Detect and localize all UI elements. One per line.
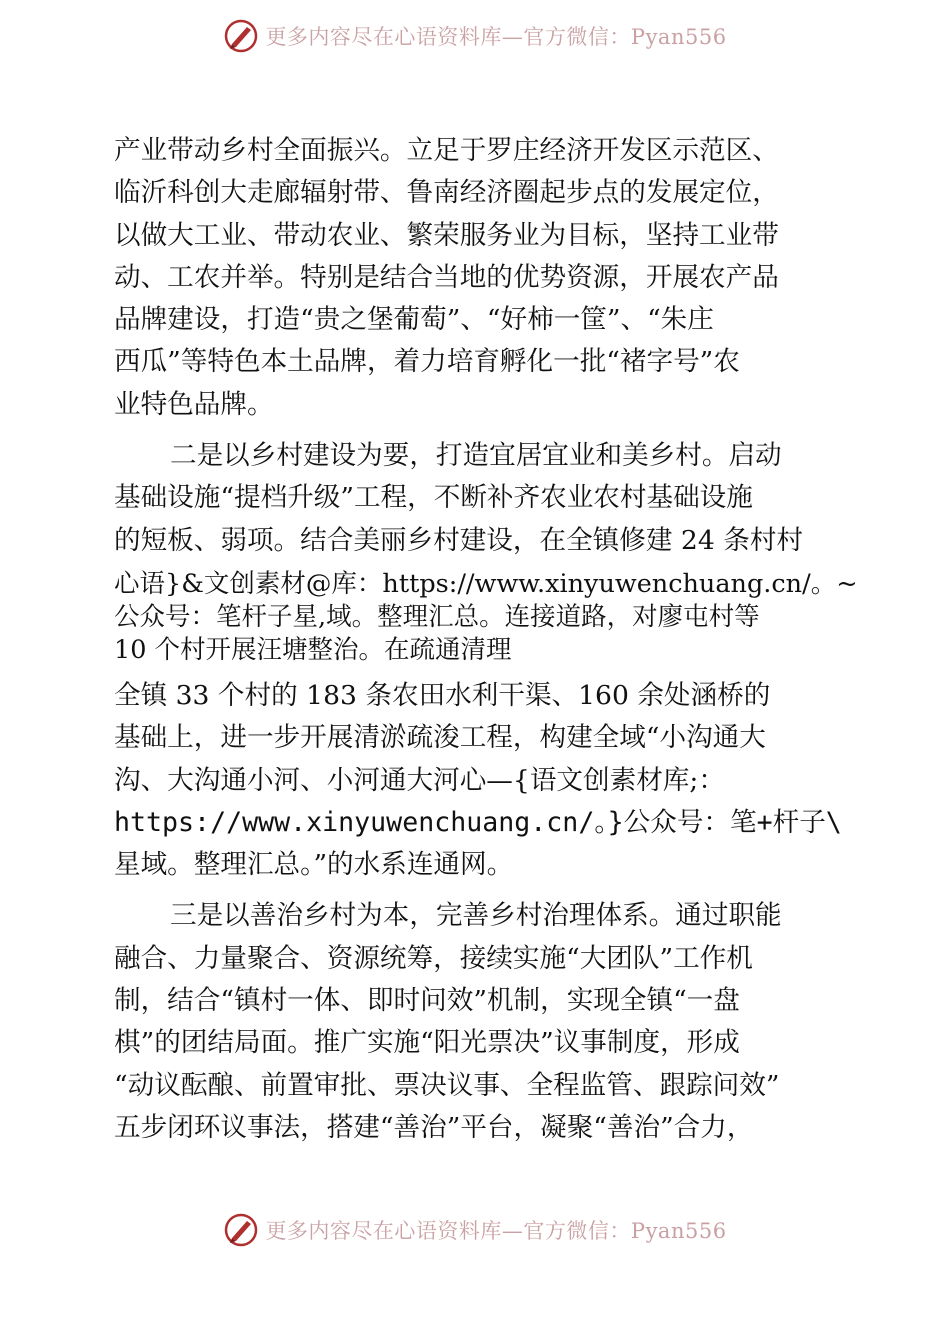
text-line: 基础上，进一步开展清淤疏浚工程，构建全域“小沟通大 (114, 722, 766, 754)
header-banner-text: 更多内容尽在心语资料库—官方微信：Pyan556 (265, 25, 727, 49)
text-line: 基础设施“提档升级”工程，不断补齐农业农村基础设施 (114, 482, 753, 514)
text-line: 沟、大沟通小河、小河通大河心—{语文创素材库;： (114, 764, 725, 796)
text-line: 融合、力量聚合、资源统筹，接续实施“大团队”工作机 (114, 942, 753, 974)
paragraph-start: 二是以乡村建设为要，打造宜居宜业和美乡村。启动 (170, 440, 782, 472)
text-line: 业特色品牌。 (114, 388, 274, 420)
text-line: 产业带动乡村全面振兴。立足于罗庄经济开发区示范区、 (114, 135, 779, 166)
text-line: 10 个村开展汪塘整治。在疏通清理 (114, 634, 512, 665)
watermark-line: 公众号：笔杆子星,域。整理汇总。连接道路，对廖屯村等 (114, 601, 760, 632)
text-line: 五步闭环议事法，搭建“善治”平台，凝聚“善治”合力， (114, 1111, 754, 1143)
paragraph-start: 三是以善治乡村为本，完善乡村治理体系。通过职能 (170, 900, 782, 932)
text-line: 品牌建设，打造“贵之堡葡萄”、“好柿一筐”、“朱庄 (114, 304, 714, 336)
text-line: 西瓜”等特色本土品牌，着力培育孵化一批“褚字号”农 (114, 346, 740, 378)
header-banner (0, 14, 950, 58)
watermark-line: 心语}&文创素材@库：https://www.xinyuwenchuang.cn/。~ (114, 568, 858, 599)
footer-banner (0, 1208, 950, 1252)
text-line: 以做大工业、带动农业、繁荣服务业为目标，坚持工业带 (114, 219, 779, 251)
text-line: 制，结合“镇村一体、即时问效”机制，实现全镇“一盘 (114, 985, 740, 1017)
text-line: 棋”的团结局面。推广实施“阳光票决”议事制度，形成 (114, 1027, 740, 1059)
text-line: 临沂科创大走廊辐射带、鲁南经济圈起步点的发展定位， (114, 177, 779, 209)
text-line: 全镇 33 个村的 183 条农田水利干渠、160 余处涵桥的 (114, 679, 771, 711)
text-line: “动议酝酿、前置审批、票决议事、全程监管、跟踪问效” (114, 1069, 780, 1101)
document-body (114, 130, 858, 1149)
text-line: 星域。整理汇总。”的水系连通网。 (114, 849, 514, 881)
watermark-line: https://www.xinyuwenchuang.cn/。}公众号：笔+杆子\ (114, 806, 842, 838)
text-line: 的短板、弱项。结合美丽乡村建设，在全镇修建 24 条村村 (114, 524, 803, 556)
pen-seal-icon (223, 1212, 259, 1248)
pen-seal-icon (223, 18, 259, 54)
footer-banner-text: 更多内容尽在心语资料库—官方微信：Pyan556 (265, 1219, 727, 1243)
text-line: 动、工农并举。特别是结合当地的优势资源，开展农产品 (114, 261, 779, 293)
